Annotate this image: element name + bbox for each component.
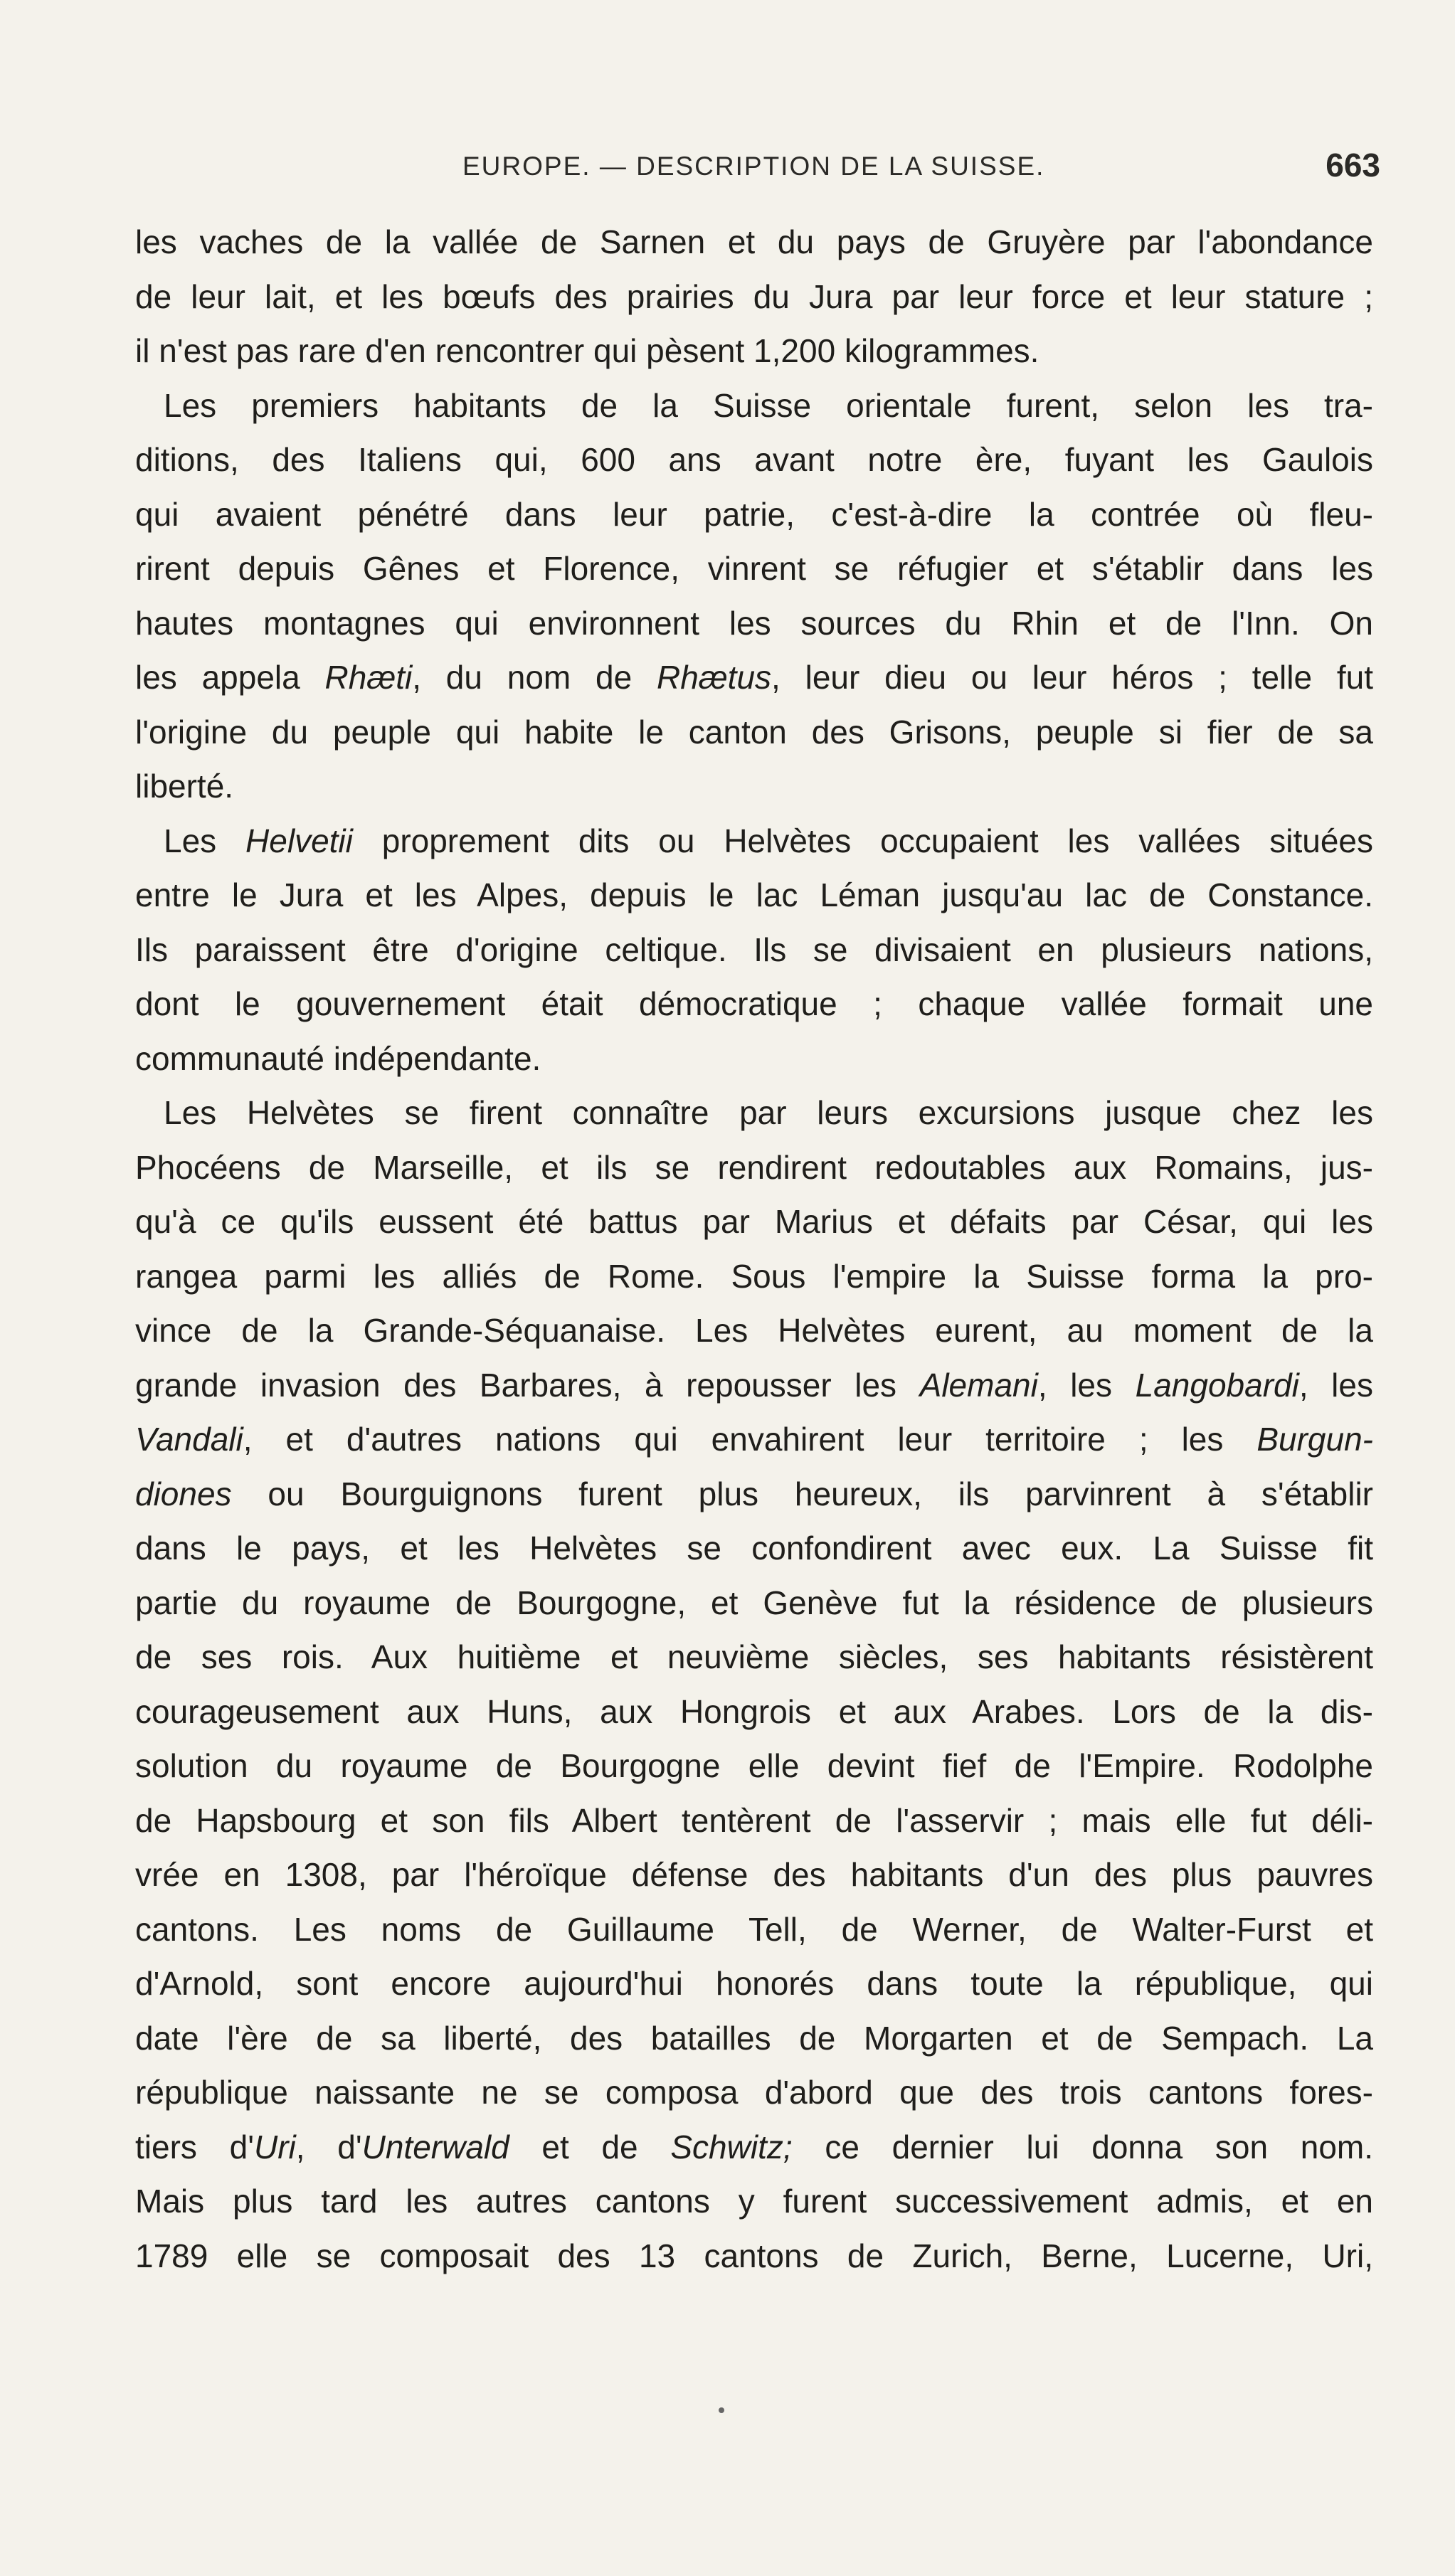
ink-speck bbox=[719, 2407, 724, 2413]
text-line: de Hapsbourg et son fils Albert tentèrent de l'asservir ; mais elle fut déli- bbox=[135, 1801, 1373, 1839]
text-line: république naissante ne se composa d'abord que des trois cantons fores- bbox=[135, 2074, 1373, 2111]
text-line: tiers d'Uri, d'Unterwald et de Schwitz; ce dernier lui donna son nom. bbox=[135, 2128, 1374, 2166]
text-line: solution du royaume de Bourgogne elle devint fief de l'Empire. Rodolphe bbox=[135, 1747, 1373, 1784]
italic-term: Rhætus bbox=[656, 659, 772, 696]
text-line: date l'ère de sa liberté, des batailles de Morgarten et de Sempach. La bbox=[135, 2019, 1373, 2057]
text-line: ditions, des Italiens qui, 600 ans avant notre ère, fuyant les Gaulois bbox=[135, 441, 1373, 478]
text-line: les vaches de la vallée de Sarnen et du pays de Gruyère par l'abondance bbox=[135, 223, 1373, 260]
text-line: l'origine du peuple qui habite le canton des Grisons, peuple si fier de sa bbox=[135, 713, 1373, 751]
italic-term: Unterwald bbox=[361, 2128, 509, 2166]
text-line: grande invasion des Barbares, à repousser les Alemani, les Langobardi, les bbox=[135, 1366, 1373, 1404]
italic-term: Burgun- bbox=[1256, 1421, 1373, 1458]
text-line: Vandali, et d'autres nations qui envahirent leur territoire ; les Burgun- bbox=[135, 1421, 1373, 1458]
text-line: de ses rois. Aux huitième et neuvième siècles, ses habitants résistèrent bbox=[135, 1638, 1373, 1675]
text-line: entre le Jura et les Alpes, depuis le lac Léman jusqu'au lac de Constance. bbox=[135, 876, 1373, 913]
text-line: cantons. Les noms de Guillaume Tell, de Werner, de Walter-Furst et bbox=[135, 1910, 1373, 1948]
text-line: de leur lait, et les bœufs des prairies du Jura par leur force et leur stature ; bbox=[135, 277, 1373, 315]
text-line: Ils paraissent être d'origine celtique. Ils se divisaient en plusieurs nations, bbox=[135, 931, 1373, 968]
text-line: Mais plus tard les autres cantons y furent successivement admis, et en bbox=[135, 2183, 1373, 2220]
text-line: vrée en 1308, par l'héroïque défense des habitants d'un des plus pauvres bbox=[135, 1856, 1373, 1893]
text-line: liberté. bbox=[135, 768, 234, 805]
text-line: diones ou Bourguignons furent plus heureux, ils parvinrent à s'établir bbox=[135, 1475, 1373, 1512]
italic-term: Langobardi bbox=[1135, 1366, 1299, 1404]
italic-term: Rhæti bbox=[324, 659, 413, 696]
italic-term: Alemani bbox=[919, 1366, 1038, 1404]
text-line: les appela Rhæti, du nom de Rhætus, leur dieu ou leur héros ; telle fut bbox=[135, 659, 1374, 696]
text-line: il n'est pas rare d'en rencontrer qui pèsent 1,200 kilogrammes. bbox=[135, 332, 1039, 369]
text-line: courageusement aux Huns, aux Hongrois et aux Arabes. Lors de la dis- bbox=[135, 1692, 1373, 1730]
page-number: 663 bbox=[1326, 147, 1380, 184]
text-line: d'Arnold, sont encore aujourd'hui honorés dans toute la république, qui bbox=[135, 1965, 1373, 2002]
text-line: partie du royaume de Bourgogne, et Genève fut la résidence de plusieurs bbox=[135, 1584, 1373, 1621]
text-line: Les Helvètes se firent connaître par leurs excursions jusque chez les bbox=[164, 1094, 1373, 1131]
italic-term: Uri bbox=[253, 2128, 296, 2166]
text-line: vince de la Grande-Séquanaise. Les Helvètes eurent, au moment de la bbox=[135, 1312, 1373, 1349]
text-line: dans le pays, et les Helvètes se confondirent avec eux. La Suisse fit bbox=[135, 1530, 1373, 1567]
text-line: qui avaient pénétré dans leur patrie, c'est-à-dire la contrée où fleu- bbox=[135, 495, 1373, 533]
text-line: communauté indépendante. bbox=[135, 1039, 541, 1077]
body-text bbox=[135, 215, 1373, 2283]
italic-term: Schwitz; bbox=[670, 2128, 793, 2166]
italic-term: Vandali bbox=[135, 1421, 243, 1458]
text-line: rangea parmi les alliés de Rome. Sous l'empire la Suisse forma la pro- bbox=[135, 1257, 1373, 1295]
italic-term: diones bbox=[135, 1475, 232, 1512]
text-line: Les Helvetii proprement dits ou Helvètes occupaient les vallées situées bbox=[164, 822, 1374, 859]
header-title: EUROPE. — DESCRIPTION DE LA SUISSE. bbox=[462, 152, 1045, 181]
text-line: 1789 elle se composait des 13 cantons de Zurich, Berne, Lucerne, Uri, bbox=[135, 2237, 1373, 2274]
text-line: Phocéens de Marseille, et ils se rendirent redoutables aux Romains, jus- bbox=[135, 1148, 1373, 1186]
text-line: hautes montagnes qui environnent les sources du Rhin et de l'Inn. On bbox=[135, 604, 1373, 642]
running-header bbox=[462, 146, 1380, 189]
text-line: rirent depuis Gênes et Florence, vinrent se réfugier et s'établir dans les bbox=[135, 550, 1373, 587]
text-line: Les premiers habitants de la Suisse orientale furent, selon les tra- bbox=[164, 386, 1373, 424]
text-line: dont le gouvernement était démocratique ; chaque vallée formait une bbox=[135, 985, 1373, 1022]
text-line: qu'à ce qu'ils eussent été battus par Marius et défaits par César, qui les bbox=[135, 1203, 1373, 1240]
italic-term: Helvetii bbox=[245, 822, 353, 859]
